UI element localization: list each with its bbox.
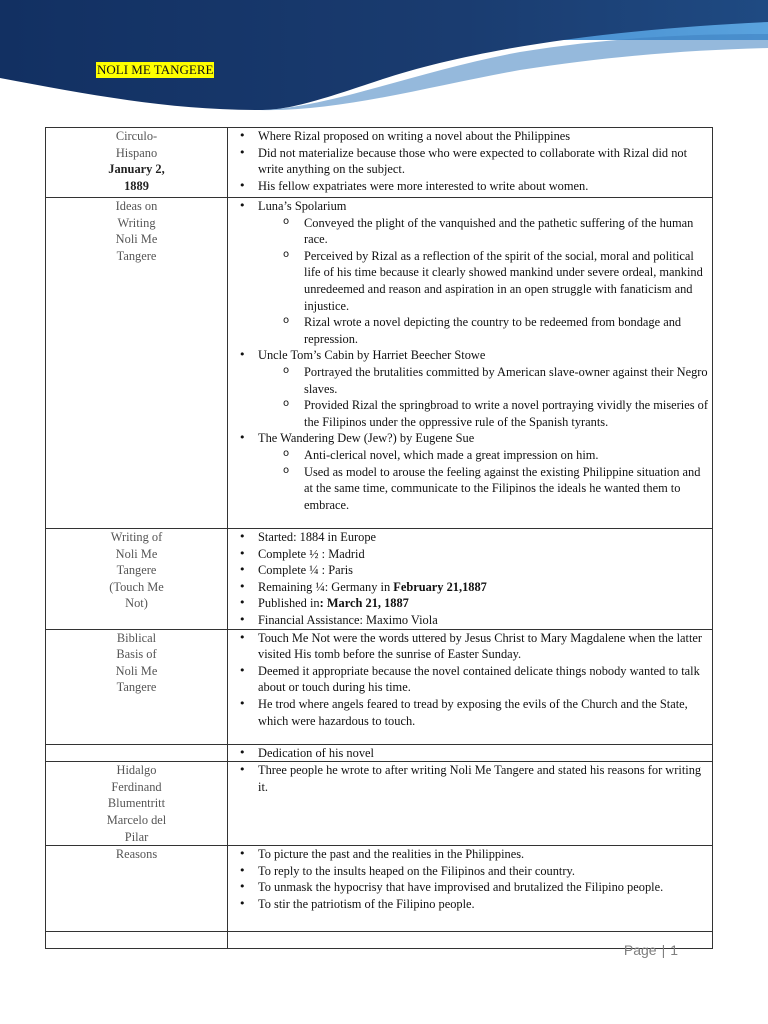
bullet-list [232, 198, 708, 513]
bullet-text: Financial Assistance: Maximo Viola [258, 612, 438, 627]
topic-label-line: Hispano [115, 145, 158, 160]
topic-label-line: Tangere [116, 248, 157, 263]
topic-label-line: Ideas on [115, 199, 158, 213]
bullet-item [232, 630, 708, 663]
topic-cell [46, 198, 228, 529]
table-row [46, 762, 713, 846]
bullet-item [232, 595, 708, 612]
topic-label-line: Blumentritt [107, 796, 166, 811]
sub-bullet-item: o Provided Rizal the springbroad to write a novel portraying vividly the miseries of the Filipinos under the oppressive rule of the Spanish tyrants. [258, 397, 708, 430]
topic-label-line: Tangere [116, 563, 157, 578]
topic-date-line: 1889 [124, 178, 149, 193]
bullet-text: Dedication of his novel [258, 745, 374, 760]
bullet-item [232, 896, 708, 913]
bullet-text: Uncle Tom’s Cabin by Harriet Beecher Stowe [258, 348, 486, 363]
topic-label-line: Biblical [116, 630, 157, 645]
bullet-text: To picture the past and the realities in the Philippines. [258, 847, 525, 862]
bullet-item [232, 663, 708, 696]
table-row [46, 529, 713, 630]
table-row [46, 846, 713, 932]
sub-bullet-item: o Rizal wrote a novel depicting the country to be redeemed from bondage and repression. [258, 314, 708, 347]
bullet-list [232, 745, 708, 762]
bullet-item [232, 579, 708, 596]
topic-label-line: Circulo- [115, 129, 158, 143]
bullet-text: To stir the patriotism of the Filipino people. [258, 896, 475, 911]
sub-bullet-item: o Perceived by Rizal as a reflection of the spirit of the social, moral and political life of his time because it clearly showed mankind under severe ordeal, mankind unredeemed and reason and aspiration in an open struggle with fanaticism and injustice. [258, 248, 708, 314]
details-cell [228, 198, 713, 529]
topic-cell [46, 744, 228, 762]
details-cell [228, 762, 713, 846]
bullet-text: He trod where angels feared to tread by exposing the evils of the Church and the State, which were hazardous to touch. [258, 696, 688, 728]
topic-label-line: Basis of [116, 647, 157, 662]
sub-bullet-list [258, 364, 708, 430]
bullet-text: His fellow expatriates were more interested to write about women. [258, 178, 589, 193]
topic-cell [46, 846, 228, 932]
bullet-item [232, 529, 708, 546]
sub-bullet-item: o Anti-clerical novel, which made a great impression on him. [258, 447, 708, 464]
topic-label-line: Reasons [115, 847, 158, 862]
topic-label-line: (Touch Me [109, 579, 164, 594]
bullet-text: Started: 1884 in Europe [258, 530, 377, 544]
bullet-text: To unmask the hypocrisy that have improvised and brutalized the Filipino people. [258, 880, 664, 895]
bullet-item [232, 879, 708, 896]
topic-cell [46, 529, 228, 630]
sub-bullet-list [258, 215, 708, 348]
bullet-item [232, 347, 708, 430]
topic-label-line: Tangere [116, 680, 157, 695]
topic-cell [46, 762, 228, 846]
bullet-item [232, 745, 708, 762]
sub-bullet-item: o Portrayed the brutalities committed by American slave-owner against their Negro slaves. [258, 364, 708, 397]
bullet-list [232, 529, 708, 629]
bullet-list [232, 128, 708, 194]
topic-label-line: Noli Me [115, 546, 158, 561]
bullet-item [232, 863, 708, 880]
details-cell [228, 128, 713, 198]
topic-cell [46, 932, 228, 949]
table-row [46, 198, 713, 529]
topic-cell [46, 128, 228, 198]
bullet-bold-text: : March 21, 1887 [319, 596, 409, 611]
page-word: Page [623, 942, 657, 958]
topic-date-line: January 2, [108, 162, 165, 177]
topic-cell [46, 629, 228, 744]
bullet-text: Where Rizal proposed on writing a novel about the Philippines [258, 129, 571, 143]
document-title: NOLI ME TANGERE [97, 62, 214, 77]
page-separator: | [661, 942, 666, 958]
table-row [46, 629, 713, 744]
sub-bullet-item: o Used as model to arouse the feeling against the existing Philippine situation and at the same time, communicate to the Filipinos the ideals he wanted them to embrace. [258, 464, 708, 514]
bullet-text: Three people he wrote to after writing Noli Me Tangere and stated his reasons for writing it. [258, 763, 702, 794]
bullet-text: To reply to the insults heaped on the Filipinos and their country. [258, 863, 575, 878]
bullet-text: Remaining ¼: Germany in [258, 579, 394, 594]
topic-label-line: Ferdinand [111, 779, 162, 794]
table-row [46, 128, 713, 198]
content-table [45, 127, 713, 949]
topic-label-line: Noli Me [115, 232, 158, 247]
details-cell [228, 529, 713, 630]
topic-label-line: Writing of [110, 530, 163, 544]
bullet-item [232, 430, 708, 513]
bullet-text: Deemed it appropriate because the novel contained delicate things nobody wanted to talk about or touch during his time. [258, 663, 700, 695]
bullet-item [232, 846, 708, 863]
topic-label-line: Pilar [124, 829, 149, 844]
bullet-text: Touch Me Not were the words uttered by Jesus Christ to Mary Magdalene when the latter visited His tomb before the sunrise of Easter Sunday. [258, 630, 703, 662]
bullet-item [232, 546, 708, 563]
sub-bullet-item: o Conveyed the plight of the vanquished and the pathetic suffering of the human race. [258, 215, 708, 248]
bullet-item [232, 145, 708, 178]
details-cell [228, 846, 713, 932]
bullet-item [232, 762, 708, 795]
topic-label-line: Noli Me [115, 663, 158, 678]
bullet-list [232, 846, 708, 912]
bullet-list [232, 762, 708, 795]
bullet-text: Luna’s Spolarium [258, 199, 347, 213]
topic-label-line: Writing [117, 215, 156, 230]
bullet-list [232, 630, 708, 730]
page-footer [624, 942, 678, 958]
bullet-item [232, 562, 708, 579]
bullet-text: The Wandering Dew (Jew?) by Eugene Sue [258, 431, 475, 446]
topic-label-line: Hidalgo [116, 763, 157, 778]
bullet-item [232, 696, 708, 729]
bullet-item [232, 198, 708, 347]
bullet-text: Did not materialize because those who were expected to collaborate with Rizal did not write anything on the subject. [258, 145, 688, 177]
page-number: 1 [670, 942, 678, 958]
bullet-text: Published in [258, 596, 320, 611]
bullet-text: Complete ½ : Madrid [258, 546, 365, 561]
bullet-text: Complete ¼ : Paris [258, 563, 353, 578]
bullet-item [232, 128, 708, 145]
details-cell [228, 744, 713, 762]
header-banner [0, 0, 768, 120]
sub-bullet-list [258, 447, 708, 513]
topic-label-line: Not) [125, 596, 148, 611]
bullet-item [232, 612, 708, 629]
table-row [46, 744, 713, 762]
table-row [46, 932, 713, 949]
details-cell [228, 629, 713, 744]
bullet-bold-text: February 21,1887 [393, 579, 487, 594]
topic-label-line: Marcelo del [106, 812, 167, 827]
bullet-item [232, 178, 708, 195]
